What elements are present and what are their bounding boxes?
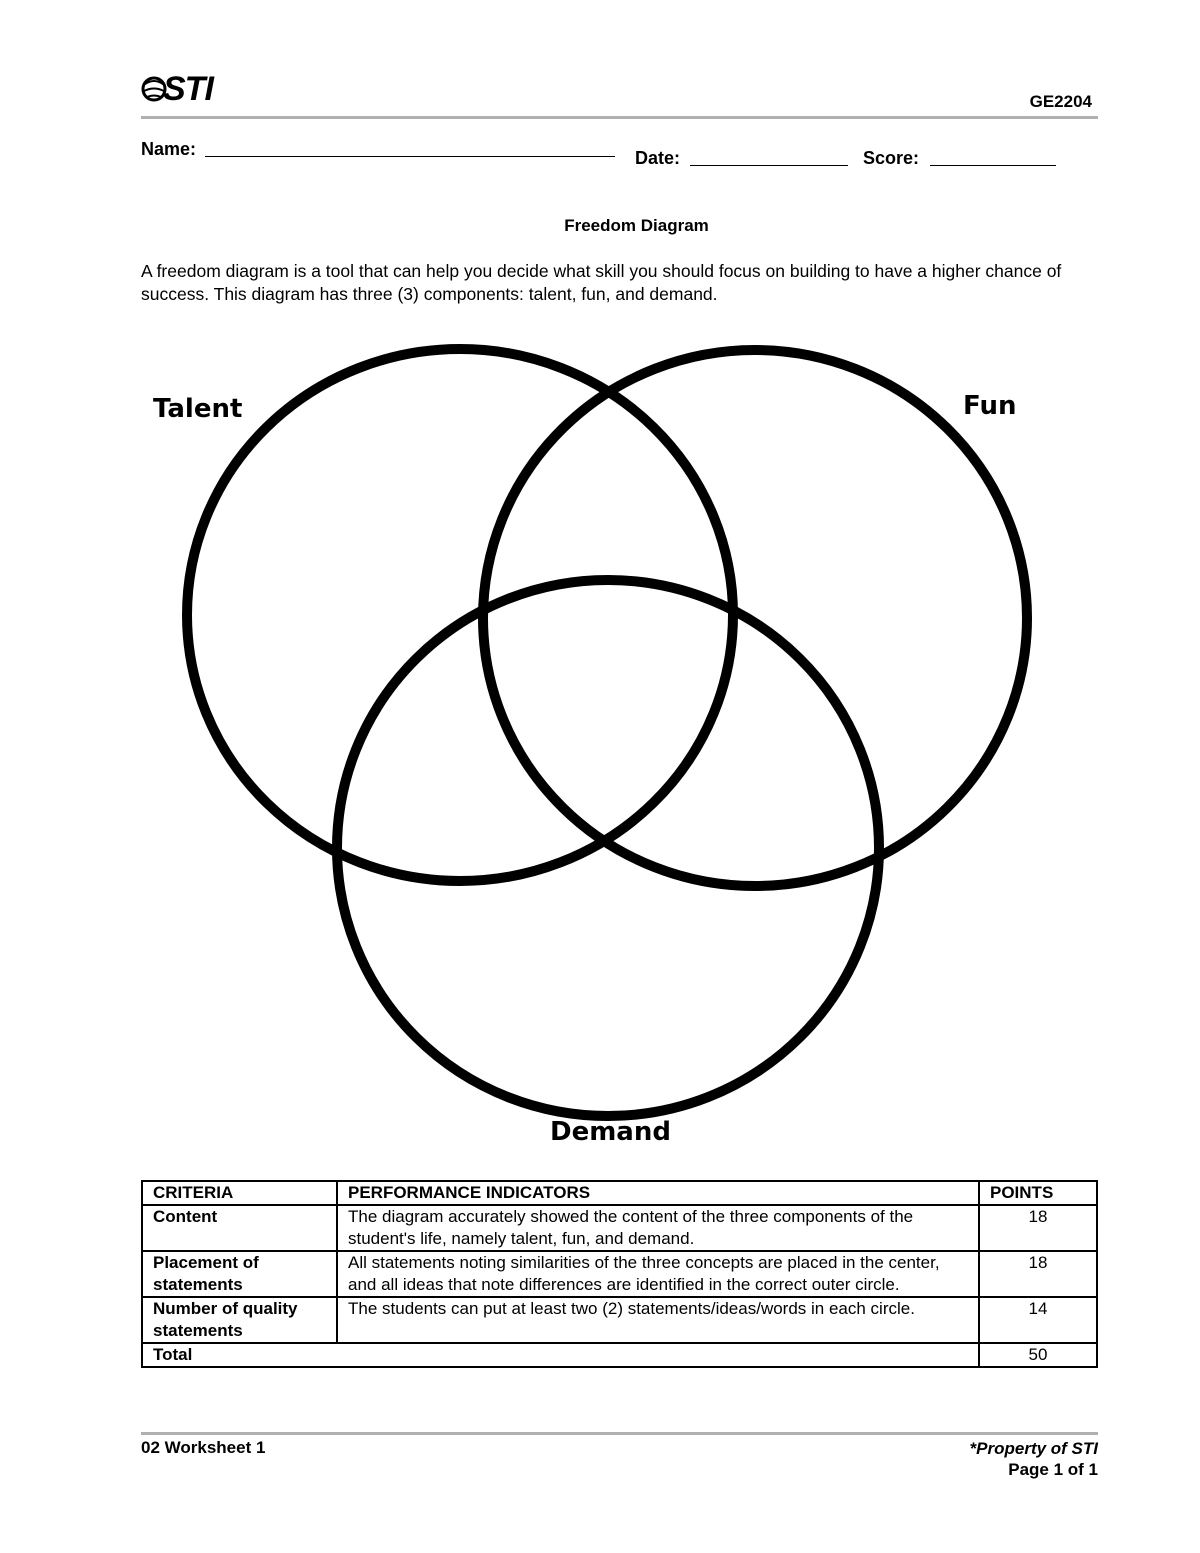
- footer-rule: [141, 1432, 1098, 1435]
- sti-logo: [141, 70, 221, 110]
- criteria-header: CRITERIA: [142, 1181, 337, 1205]
- page-title: Freedom Diagram: [564, 216, 709, 235]
- course-code: GE2204: [1029, 92, 1092, 111]
- property-notice: *Property of STI: [969, 1439, 1098, 1458]
- total-points: 50: [979, 1343, 1097, 1367]
- footer-right: [970, 1438, 1098, 1480]
- score-field[interactable]: [930, 165, 1056, 166]
- rubric-table: [141, 1180, 1098, 1368]
- date-field[interactable]: [690, 165, 848, 166]
- name-field[interactable]: [205, 156, 615, 157]
- criteria-cell: Number of quality statements: [142, 1297, 337, 1343]
- total-row: [142, 1343, 1097, 1367]
- date-label: Date:: [635, 148, 681, 168]
- logo-wordmark: STI: [163, 70, 213, 108]
- indicators-header: PERFORMANCE INDICATORS: [337, 1181, 979, 1205]
- intro-text: A freedom diagram is a tool that can help you decide what skill you should focus on building to have a higher chance of success. This diagram has three (3) components: talent, fun, and demand.: [141, 261, 1062, 304]
- name-label: Name:: [141, 139, 197, 159]
- rubric-header-row: [142, 1181, 1097, 1205]
- talent-circle: [187, 349, 733, 881]
- total-label: Total: [142, 1343, 979, 1367]
- points-header: POINTS: [979, 1181, 1097, 1205]
- criteria-cell: Content: [142, 1205, 337, 1251]
- points-cell: 14: [979, 1297, 1097, 1343]
- table-row: [142, 1251, 1097, 1297]
- fun-label: Fun: [963, 391, 1017, 421]
- talent-label: Talent: [153, 394, 243, 424]
- criteria-cell: Placement of statements: [142, 1251, 337, 1297]
- freedom-venn-diagram: [141, 330, 1098, 1160]
- points-cell: 18: [979, 1205, 1097, 1251]
- score-label: Score:: [863, 148, 920, 168]
- document-id: 02 Worksheet 1: [141, 1438, 266, 1457]
- page-number: Page 1 of 1: [1008, 1460, 1098, 1479]
- table-row: [142, 1205, 1097, 1251]
- header-rule: [141, 116, 1098, 119]
- points-cell: 18: [979, 1251, 1097, 1297]
- indicator-cell: The students can put at least two (2) statements/ideas/words in each circle.: [337, 1297, 979, 1343]
- table-row: [142, 1297, 1097, 1343]
- indicator-cell: The diagram accurately showed the content of the three components of the student's life, namely talent, fun, and demand.: [337, 1205, 979, 1251]
- indicator-cell: All statements noting similarities of the three concepts are placed in the center, and all ideas that note differences are identified in the correct outer circle.: [337, 1251, 979, 1297]
- demand-label: Demand: [550, 1117, 671, 1147]
